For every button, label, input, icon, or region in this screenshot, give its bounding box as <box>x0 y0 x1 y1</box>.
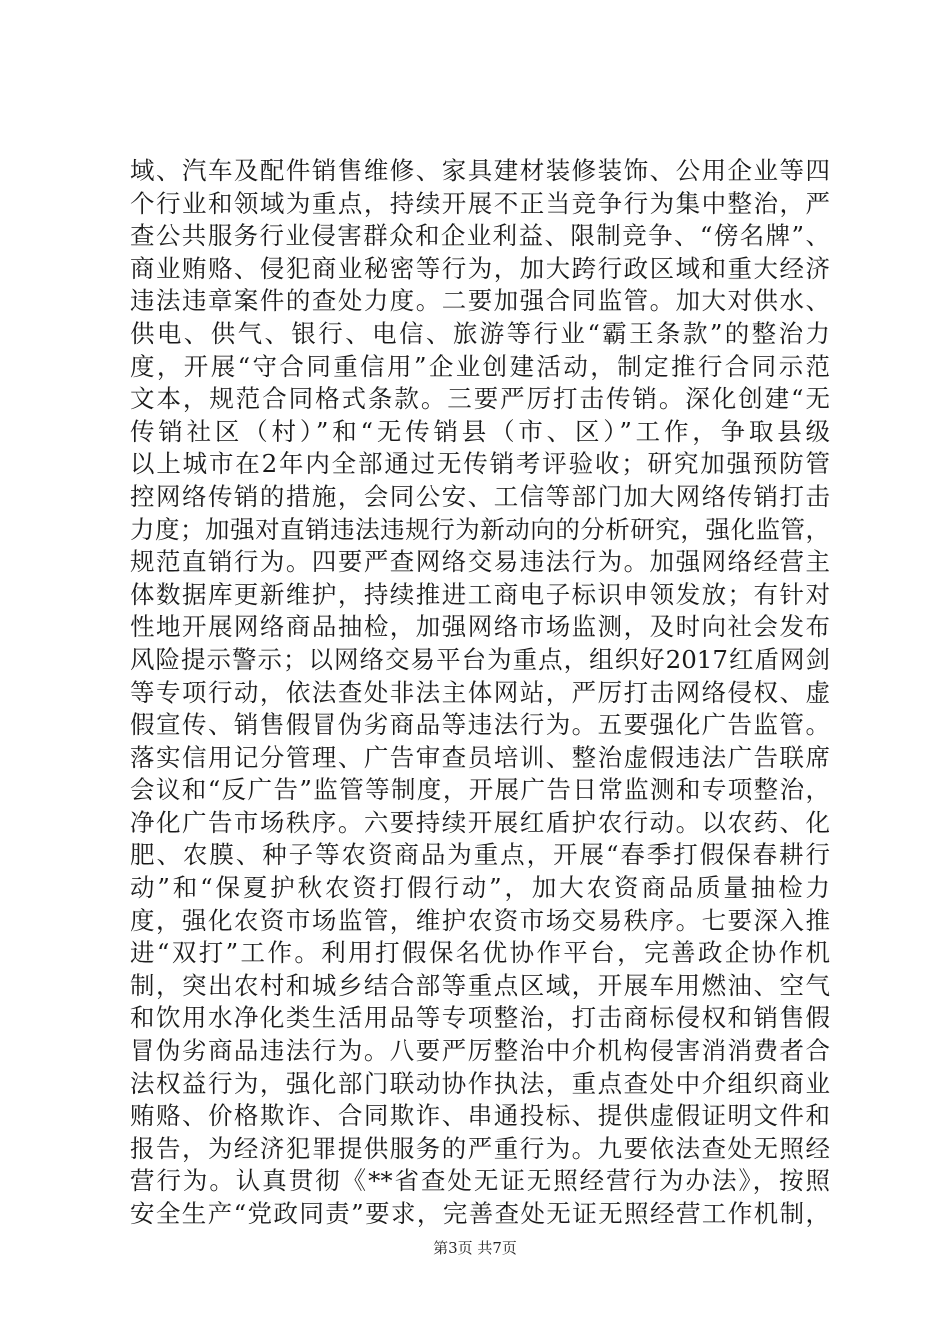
page-footer: 第3页 共7页 <box>433 1239 517 1257</box>
text-line: 供电、供气、银行、电信、旅游等行业“霸王条款”的整治力 <box>130 318 830 348</box>
text-line: 文本，规范合同格式条款。三要严厉打击传销。深化创建“无 <box>130 384 830 414</box>
text-line: 度，开展“守合同重信用”企业创建活动，制定推行合同示范 <box>130 351 830 381</box>
text-line: 以上城市在2年内全部通过无传销考评验收；研究加强预防管 <box>130 449 830 479</box>
text-line: 查公共服务行业侵害群众和企业利益、限制竞争、“傍名牌”、 <box>130 221 830 251</box>
text-line: 个行业和领域为重点，持续开展不正当竞争行为集中整治，严 <box>130 188 830 218</box>
text-line: 传销社区（村）”和“无传销县（市、区）”工作，争取县级 <box>130 416 830 446</box>
text-line: 报告，为经济犯罪提供服务的严重行为。九要依法查处无照经 <box>130 1133 830 1163</box>
text-line: 等专项行动，依法查处非法主体网站，严厉打击网络侵权、虚 <box>130 677 830 707</box>
text-line: 力度；加强对直销违法违规行为新动向的分析研究，强化监管， <box>130 514 830 544</box>
text-line: 度，强化农资市场监管，维护农资市场交易秩序。七要深入推 <box>130 905 830 935</box>
text-line: 法权益行为，强化部门联动协作执法，重点查处中介组织商业 <box>130 1068 830 1098</box>
text-line: 控网络传销的措施，会同公安、工信等部门加大网络传销打击 <box>130 481 830 511</box>
text-line: 规范直销行为。四要严查网络交易违法行为。加强网络经营主 <box>130 547 830 577</box>
body-text <box>130 155 830 1231</box>
text-line: 和饮用水净化类生活用品等专项整治，打击商标侵权和销售假 <box>130 1003 830 1033</box>
text-line: 风险提示警示；以网络交易平台为重点，组织好2017红盾网剑 <box>130 644 830 674</box>
text-line: 进“双打”工作。利用打假保名优协作平台，完善政企协作机 <box>130 938 830 968</box>
text-line: 商业贿赂、侵犯商业秘密等行为，加大跨行政区域和重大经济 <box>130 253 830 283</box>
text-line: 域、汽车及配件销售维修、家具建材装修装饰、公用企业等四 <box>130 156 830 185</box>
text-line: 违法违章案件的查处力度。二要加强合同监管。加大对供水、 <box>130 286 830 316</box>
text-line: 制，突出农村和城乡结合部等重点区域，开展车用燃油、空气 <box>130 970 830 1000</box>
text-line: 性地开展网络商品抽检，加强网络市场监测，及时向社会发布 <box>130 612 830 642</box>
text-line: 会议和“反广告”监管等制度，开展广告日常监测和专项整治， <box>130 775 830 805</box>
text-line: 落实信用记分管理、广告审查员培训、整治虚假违法广告联席 <box>130 742 830 772</box>
text-line: 营行为。认真贯彻《**省查处无证无照经营行为办法》，按照 <box>130 1166 830 1196</box>
text-line: 净化广告市场秩序。六要持续开展红盾护农行动。以农药、化 <box>130 807 830 837</box>
text-line: 安全生产“党政同责”要求，完善查处无证无照经营工作机制， <box>130 1199 830 1228</box>
text-line: 贿赂、价格欺诈、合同欺诈、串通投标、提供虚假证明文件和 <box>130 1101 830 1131</box>
text-line: 体数据库更新维护，持续推进工商电子标识申领发放；有针对 <box>130 579 830 609</box>
text-line: 肥、农膜、种子等农资商品为重点，开展“春季打假保春耕行 <box>130 840 830 870</box>
text-line: 冒伪劣商品违法行为。八要严厉整治中介机构侵害消消费者合 <box>130 1036 830 1066</box>
text-line: 假宣传、销售假冒伪劣商品等违法行为。五要强化广告监管。 <box>130 710 830 740</box>
text-line: 动”和“保夏护秋农资打假行动”，加大农资商品质量抽检力 <box>130 873 830 903</box>
